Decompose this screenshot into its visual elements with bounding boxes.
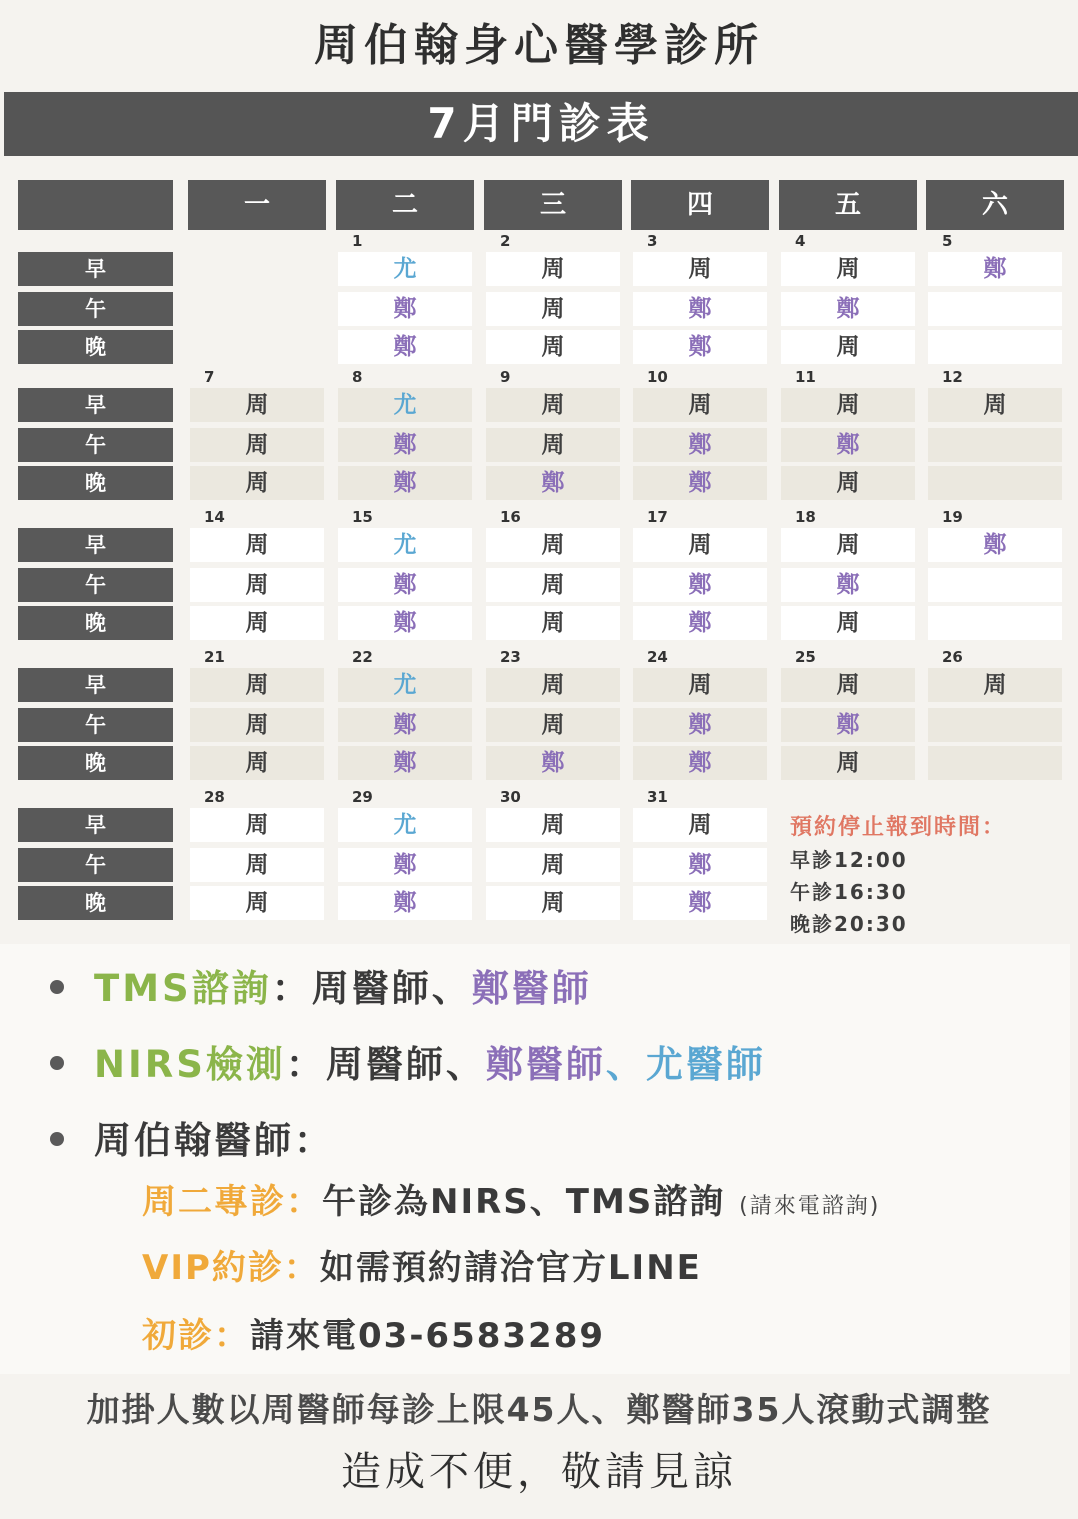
tuesday-label: 周二專診：: [142, 1182, 322, 1222]
schedule-cell-morning: 周: [928, 668, 1062, 702]
schedule-cell-evening: 周: [781, 466, 915, 500]
date-number: 26: [942, 648, 963, 666]
tms-label: TMS諮詢: [94, 967, 272, 1010]
bullet-icon: [50, 1056, 64, 1070]
schedule-cell-evening: 鄭: [338, 746, 472, 780]
info-panel: [0, 944, 1070, 1374]
date-number: 8: [352, 368, 363, 386]
schedule-cell-morning: 尤: [338, 808, 472, 842]
schedule-cell-afternoon: 鄭: [781, 568, 915, 602]
cutoff-title: 預約停止報到時間：: [790, 815, 1007, 840]
tuesday-note: (請來電諮詢): [739, 1194, 881, 1219]
tms-colon: ：: [271, 967, 312, 1010]
schedule-cell-afternoon: 鄭: [633, 428, 767, 462]
schedule-cell-morning: 周: [190, 388, 324, 422]
bullet-icon: [50, 1132, 64, 1146]
slot-label-morning: 早: [18, 528, 173, 562]
schedule-cell-afternoon: 周: [486, 292, 620, 326]
schedule-cell-morning: 尤: [338, 252, 472, 286]
date-number: 21: [204, 648, 225, 666]
date-number: 31: [647, 788, 668, 806]
slot-label-afternoon: 午: [18, 708, 173, 742]
nirs-doctor-you: 尤醫師: [645, 1043, 766, 1086]
schedule-cell-morning: 周: [781, 252, 915, 286]
vip-line: [142, 1240, 702, 1289]
schedule-cell-afternoon: 周: [486, 848, 620, 882]
nirs-line: [50, 1034, 766, 1088]
slot-label-evening: 晚: [18, 746, 173, 780]
slot-label-afternoon: 午: [18, 292, 173, 326]
schedule-cell-morning: 周: [486, 388, 620, 422]
schedule-cell-morning: 周: [781, 388, 915, 422]
schedule-cell-evening: 周: [486, 886, 620, 920]
schedule-cell-afternoon: 鄭: [781, 428, 915, 462]
date-number: 19: [942, 508, 963, 526]
nirs-label: NIRS檢測: [94, 1043, 286, 1086]
tms-doctor-zheng: 鄭醫師: [471, 967, 592, 1010]
schedule-cell-afternoon: [928, 292, 1062, 326]
date-number: 7: [204, 368, 215, 386]
schedule-cell-evening: 鄭: [633, 330, 767, 364]
schedule-cell-morning: 周: [190, 808, 324, 842]
slot-label-morning: 早: [18, 252, 173, 286]
schedule-cell-morning: 周: [633, 808, 767, 842]
cutoff-afternoon: 午診16:30: [790, 880, 908, 904]
nirs-doctor-zhou: 周醫師: [325, 1043, 446, 1086]
schedule-cell-morning: 尤: [338, 388, 472, 422]
schedule-cell-evening: 鄭: [633, 606, 767, 640]
schedule-cell-afternoon: 周: [190, 708, 324, 742]
schedule-cell-morning: 周: [781, 528, 915, 562]
schedule-cell-morning: 周: [781, 668, 915, 702]
schedule-cell-morning: 周: [486, 668, 620, 702]
date-number: 24: [647, 648, 668, 666]
first-visit-line: [142, 1308, 605, 1357]
footer-apology: 造成不便，敬請見諒: [341, 1449, 737, 1495]
weekday-header: 二: [336, 180, 474, 230]
nirs-separator: 、: [605, 1043, 646, 1086]
schedule-cell-evening: 周: [781, 746, 915, 780]
slot-label-afternoon: 午: [18, 568, 173, 602]
slot-label-evening: 晚: [18, 886, 173, 920]
schedule-cell-afternoon: 周: [486, 568, 620, 602]
schedule-cell-afternoon: 周: [190, 568, 324, 602]
schedule-cell-morning: 周: [190, 528, 324, 562]
date-number: 15: [352, 508, 373, 526]
schedule-cell-evening: 周: [781, 330, 915, 364]
date-number: 12: [942, 368, 963, 386]
date-number: 17: [647, 508, 668, 526]
nirs-separator: 、: [445, 1043, 486, 1086]
schedule-cell-evening: 周: [486, 606, 620, 640]
schedule-cell-evening: 鄭: [633, 466, 767, 500]
slot-label-morning: 早: [18, 668, 173, 702]
schedule-cell-afternoon: 鄭: [633, 568, 767, 602]
vip-label: VIP約診：: [142, 1248, 320, 1288]
schedule-cell-afternoon: 周: [486, 428, 620, 462]
date-number: 25: [795, 648, 816, 666]
first-visit-label: 初診：: [142, 1316, 250, 1356]
date-number: 9: [500, 368, 511, 386]
schedule-cell-evening: 周: [190, 746, 324, 780]
schedule-cell-evening: 鄭: [338, 886, 472, 920]
schedule-cell-afternoon: 周: [190, 428, 324, 462]
schedule-cell-afternoon: 鄭: [338, 568, 472, 602]
schedule-cell-morning: 周: [633, 528, 767, 562]
schedule-cell-evening: 鄭: [486, 746, 620, 780]
schedule-cell-afternoon: 鄭: [338, 708, 472, 742]
date-number: 29: [352, 788, 373, 806]
date-number: 1: [352, 232, 363, 250]
schedule-cell-evening: 周: [190, 466, 324, 500]
schedule-cell-afternoon: [928, 708, 1062, 742]
schedule-cell-evening: 周: [486, 330, 620, 364]
slot-label-morning: 早: [18, 388, 173, 422]
schedule-cell-evening: [928, 606, 1062, 640]
date-number: 3: [647, 232, 658, 250]
doctor-heading: 周伯翰醫師：: [94, 1119, 334, 1162]
tuesday-special-line: [142, 1174, 880, 1223]
date-number: 4: [795, 232, 806, 250]
date-number: 14: [204, 508, 225, 526]
schedule-cell-afternoon: [928, 568, 1062, 602]
schedule-cell-afternoon: 周: [190, 848, 324, 882]
schedule-cell-morning: 周: [928, 388, 1062, 422]
schedule-cell-morning: 周: [633, 252, 767, 286]
schedule-cell-evening: 鄭: [338, 606, 472, 640]
schedule-cell-morning: 周: [633, 388, 767, 422]
clinic-name: 周伯翰身心醫學診所: [314, 20, 764, 71]
date-number: 10: [647, 368, 668, 386]
date-number: 22: [352, 648, 373, 666]
schedule-cell-evening: 鄭: [486, 466, 620, 500]
date-number: 5: [942, 232, 953, 250]
date-number: 2: [500, 232, 511, 250]
schedule-cell-morning: 鄭: [928, 252, 1062, 286]
nirs-doctor-zheng: 鄭醫師: [485, 1043, 606, 1086]
date-number: 16: [500, 508, 521, 526]
slot-label-afternoon: 午: [18, 428, 173, 462]
slot-label-morning: 早: [18, 808, 173, 842]
schedule-cell-morning: 鄭: [928, 528, 1062, 562]
schedule-cell-evening: 周: [190, 886, 324, 920]
weekday-header: 一: [188, 180, 326, 230]
schedule-cell-afternoon: 鄭: [338, 428, 472, 462]
schedule-cell-afternoon: 鄭: [633, 848, 767, 882]
schedule-cell-morning: 尤: [338, 528, 472, 562]
tms-separator: 、: [431, 967, 472, 1010]
schedule-cell-afternoon: 周: [486, 708, 620, 742]
date-number: 28: [204, 788, 225, 806]
schedule-cell-afternoon: 鄭: [633, 708, 767, 742]
bullet-icon: [50, 980, 64, 994]
cutoff-morning: 早診12:00: [790, 848, 908, 872]
date-number: 11: [795, 368, 816, 386]
schedule-cell-evening: [928, 746, 1062, 780]
schedule-cell-evening: 鄭: [633, 886, 767, 920]
doctor-heading-line: [50, 1110, 334, 1164]
schedule-cell-evening: [928, 330, 1062, 364]
schedule-cell-morning: 周: [190, 668, 324, 702]
tms-line: [50, 958, 592, 1012]
cutoff-notice: [790, 812, 1060, 940]
schedule-cell-evening: 鄭: [633, 746, 767, 780]
slot-label-evening: 晚: [18, 466, 173, 500]
schedule-cell-morning: 尤: [338, 668, 472, 702]
slot-label-evening: 晚: [18, 606, 173, 640]
schedule-cell-morning: 周: [486, 808, 620, 842]
schedule-cell-afternoon: 鄭: [338, 848, 472, 882]
schedule-grid: [18, 180, 1066, 940]
header-corner: [18, 180, 173, 230]
schedule-title: 7月門診表: [4, 92, 1078, 156]
schedule-cell-afternoon: 鄭: [338, 292, 472, 326]
schedule-cell-afternoon: 鄭: [781, 292, 915, 326]
schedule-cell-afternoon: [928, 428, 1062, 462]
schedule-cell-morning: 周: [486, 252, 620, 286]
first-visit-text: 請來電03-6583289: [250, 1316, 606, 1356]
weekday-header: 六: [926, 180, 1064, 230]
nirs-colon: ：: [285, 1043, 326, 1086]
schedule-cell-evening: [928, 466, 1062, 500]
weekday-header: 四: [631, 180, 769, 230]
weekday-header: 五: [779, 180, 917, 230]
schedule-cell-evening: 鄭: [338, 330, 472, 364]
tms-doctor-zhou: 周醫師: [311, 967, 432, 1010]
date-number: 30: [500, 788, 521, 806]
schedule-cell-evening: 周: [781, 606, 915, 640]
cutoff-evening: 晚診20:30: [790, 912, 908, 936]
schedule-cell-morning: 周: [486, 528, 620, 562]
schedule-cell-afternoon: 鄭: [781, 708, 915, 742]
schedule-cell-afternoon: 鄭: [633, 292, 767, 326]
vip-text: 如需預約請洽官方LINE: [319, 1248, 702, 1288]
schedule-cell-evening: 鄭: [338, 466, 472, 500]
date-number: 18: [795, 508, 816, 526]
footer-notice: 加掛人數以周醫師每診上限45人、鄭醫師35人滾動式調整: [86, 1390, 992, 1429]
slot-label-afternoon: 午: [18, 848, 173, 882]
slot-label-evening: 晚: [18, 330, 173, 364]
date-number: 23: [500, 648, 521, 666]
schedule-cell-evening: 周: [190, 606, 324, 640]
weekday-header: 三: [484, 180, 622, 230]
schedule-cell-morning: 周: [633, 668, 767, 702]
tuesday-text: 午診為NIRS、TMS諮詢: [322, 1182, 726, 1222]
